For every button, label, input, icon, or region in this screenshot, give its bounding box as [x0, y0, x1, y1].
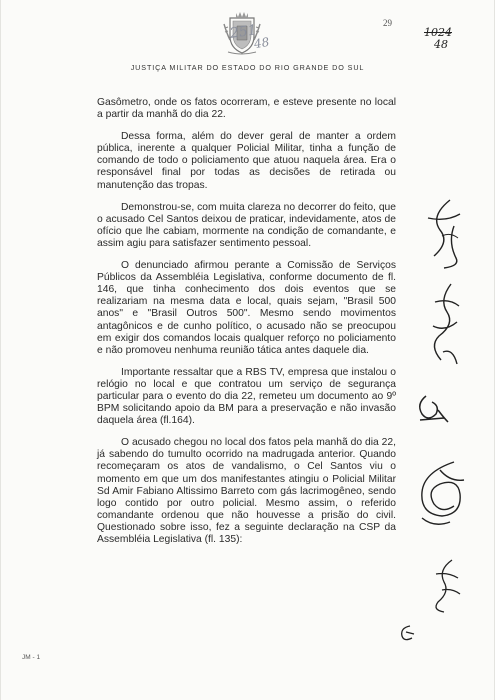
- margin-signature-2: [425, 282, 465, 370]
- page-number: 29: [383, 18, 392, 28]
- document-body: [97, 97, 396, 556]
- folio-number-crossed: 1024: [424, 26, 452, 39]
- archive-stamp-sub: 48: [252, 34, 271, 52]
- paragraph: O acusado chegou no local dos fatos pela manhã do dia 22, já sabendo do tumulto ocorrido na madrugada anterior. Quando recomeçaram os atos de vandalismo, o Cel Santos viu o momento em que um dos manifestantes atingiu o Policial Militar Sd Amir Fabiano Altissimo Barreto com gás lacrimogêneo, sendo logo contido por outro policial. Mesmo assim, o referido comandante ordenou que não houvesse a prisão do civil. Questionado sobre isso, fez a seguinte declaração na CSP da Assembléia Legislativa (fl. 135):: [97, 437, 396, 545]
- archive-stamp-number: 251: [229, 22, 258, 42]
- paragraph: Dessa forma, além do dever geral de manter a ordem pública, inerente a qualquer Policial Militar, tinha a função de comando de todo o policiamento que atuou naquela área. Era o responsável final por todas as decisões de retirada ou manutenção das tropas.: [97, 131, 396, 191]
- institution-header: JUSTIÇA MILITAR DO ESTADO DO RIO GRANDE DO SUL: [130, 63, 365, 72]
- margin-signature-3: [430, 558, 466, 614]
- folio-number-handwritten: 48: [434, 38, 448, 51]
- margin-initials: [414, 388, 454, 428]
- paragraph: Demonstrou-se, com muita clareza no decorrer do feito, que o acusado Cel Santos deixou de praticar, indevidamente, atos de ofício que lhe cabiam, mormente na condição de comandante, e assim agiu para satisfazer sentimento pessoal.: [97, 201, 396, 249]
- margin-signature-1: [420, 196, 468, 272]
- paragraph: Importante ressaltar que a RBS TV, empresa que instalou o relógio no local e que contratou um serviço de segurança particular para o evento do dia 22, remeteu um documento ao 9º BPM solicitando apoio da BM para a preservação e não invasão daquela área (fl.164).: [97, 366, 396, 427]
- margin-initial-small: [396, 622, 418, 644]
- margin-signature-loop: [414, 458, 474, 538]
- form-code: JM - 1: [22, 654, 41, 661]
- paragraph: Gasômetro, onde os fatos ocorreram, e esteve presente no local a partir da manhã do dia 22.: [97, 97, 396, 121]
- paragraph: O denunciado afirmou perante a Comissão de Serviços Públicos da Assembléia Legislativa, conforme documento de fl. 146, que tinha conhecimento dos dois eventos que se realizariam na mesma data e local, quais sejam, "Brasil 500 anos" e "Brasil Outros 500". Mesmo sendo movimentos antagônicos e de cunho político, o acusado não se preocupou em exigir dos comandos locais qualquer reforço no policiamento e não promoveu nenhuma reunião tática antes daquele dia.: [97, 260, 396, 356]
